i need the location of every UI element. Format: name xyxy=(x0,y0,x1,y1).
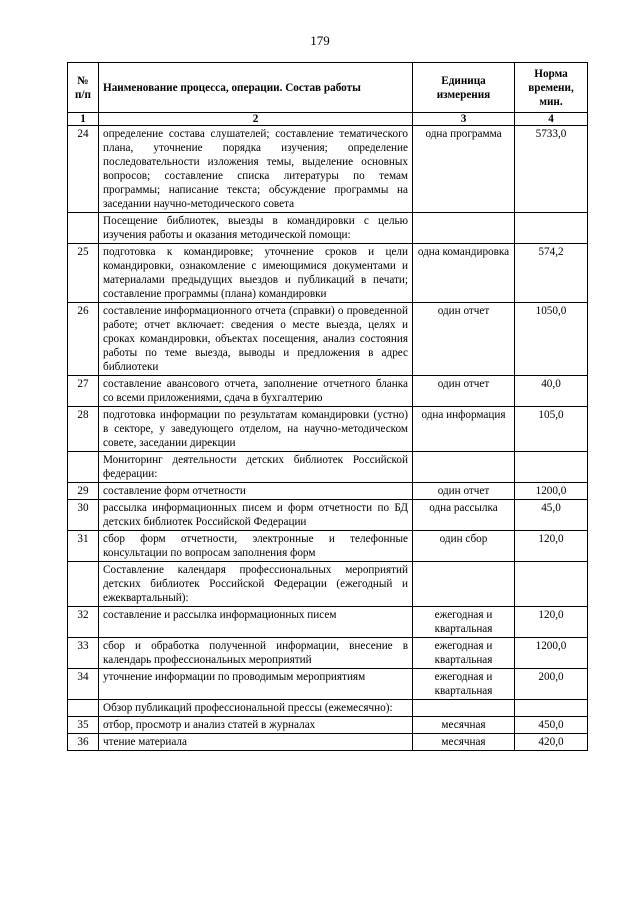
page-number: 179 xyxy=(310,33,330,48)
header-name: Наименование процесса, операции. Состав работы xyxy=(99,63,413,113)
table-row xyxy=(68,717,588,734)
table-body xyxy=(68,126,588,751)
row-number xyxy=(68,700,99,717)
row-number: 25 xyxy=(68,244,99,303)
row-unit: одна информация xyxy=(413,407,515,452)
row-norm: 1050,0 xyxy=(515,303,588,376)
row-description: определение состава слушателей; составление тематического плана, уточнение порядка изучения; определение последовательности изложения темы, выделение основных вопросов; составление списка литературы по темам программы; написание текста; обсуждение программы на заседании научно-методического совета xyxy=(99,126,413,213)
column-number: 1 xyxy=(68,113,99,126)
row-unit: ежегодная и квартальная xyxy=(413,638,515,669)
row-norm: 200,0 xyxy=(515,669,588,700)
row-unit: один отчет xyxy=(413,376,515,407)
row-number: 32 xyxy=(68,607,99,638)
row-norm xyxy=(515,452,588,483)
row-norm: 5733,0 xyxy=(515,126,588,213)
row-description: Посещение библиотек, выезды в командировки с целью изучения работы и оказания методической помощи: xyxy=(99,213,413,244)
row-number: 28 xyxy=(68,407,99,452)
row-number: 30 xyxy=(68,500,99,531)
row-description: Составление календаря профессиональных мероприятий детских библиотек Российской Федерации (ежегодный и ежеквартальный): xyxy=(99,562,413,607)
row-unit: месячная xyxy=(413,734,515,751)
header-row xyxy=(68,63,588,113)
row-number: 27 xyxy=(68,376,99,407)
row-description: чтение материала xyxy=(99,734,413,751)
row-unit: ежегодная и квартальная xyxy=(413,669,515,700)
row-description: Мониторинг деятельности детских библиотек Российской федерации: xyxy=(99,452,413,483)
row-unit: одна рассылка xyxy=(413,500,515,531)
row-number: 24 xyxy=(68,126,99,213)
row-description: подготовка информации по результатам командировки (устно) в секторе, у заведующего отделом, на научно-методическом совете, заседании дирекции xyxy=(99,407,413,452)
row-description: Обзор публикаций профессиональной прессы (ежемесячно): xyxy=(99,700,413,717)
row-unit: один отчет xyxy=(413,483,515,500)
table-row xyxy=(68,483,588,500)
table-row xyxy=(68,126,588,213)
table-row xyxy=(68,669,588,700)
row-unit xyxy=(413,213,515,244)
row-description: уточнение информации по проводимым мероприятиям xyxy=(99,669,413,700)
row-unit: месячная xyxy=(413,717,515,734)
row-unit: один отчет xyxy=(413,303,515,376)
column-number: 2 xyxy=(99,113,413,126)
table-row xyxy=(68,638,588,669)
table-row xyxy=(68,500,588,531)
row-number xyxy=(68,452,99,483)
row-norm xyxy=(515,213,588,244)
row-norm xyxy=(515,700,588,717)
row-description: подготовка к командировке; уточнение сроков и цели командировки, ознакомление с имеющимися документами и материалами предыдущих выездов и публикаций в печати; составление программы (плана) командировки xyxy=(99,244,413,303)
row-norm: 40,0 xyxy=(515,376,588,407)
row-norm: 450,0 xyxy=(515,717,588,734)
row-norm: 574,2 xyxy=(515,244,588,303)
row-norm: 120,0 xyxy=(515,531,588,562)
row-norm: 1200,0 xyxy=(515,483,588,500)
header-norm: Норма времени, мин. xyxy=(515,63,588,113)
row-unit xyxy=(413,700,515,717)
table-row xyxy=(68,452,588,483)
row-unit xyxy=(413,452,515,483)
row-description: составление и рассылка информационных писем xyxy=(99,607,413,638)
row-unit: один сбор xyxy=(413,531,515,562)
row-description: рассылка информационных писем и форм отчетности по БД детских библиотек Российской Федерации xyxy=(99,500,413,531)
row-unit xyxy=(413,562,515,607)
row-number: 33 xyxy=(68,638,99,669)
row-number: 36 xyxy=(68,734,99,751)
row-unit: одна командировка xyxy=(413,244,515,303)
row-description: составление информационного отчета (справки) о проведенной работе; отчет включает: сведения о месте выезда, целях и сроках командировки, объектах посещения, анализ состояния работы по теме выезда, выводы и предложения в адрес библиотеки xyxy=(99,303,413,376)
row-description: составление форм отчетности xyxy=(99,483,413,500)
row-norm: 420,0 xyxy=(515,734,588,751)
row-description: составление авансового отчета, заполнение отчетного бланка со всеми приложениями, сдача в бухгалтерию xyxy=(99,376,413,407)
table-row xyxy=(68,734,588,751)
row-norm: 45,0 xyxy=(515,500,588,531)
row-description: сбор и обработка полученной информации, внесение в календарь профессиональных мероприятий xyxy=(99,638,413,669)
table-row xyxy=(68,531,588,562)
column-number: 3 xyxy=(413,113,515,126)
row-number: 29 xyxy=(68,483,99,500)
row-number: 35 xyxy=(68,717,99,734)
row-norm xyxy=(515,562,588,607)
row-number: 34 xyxy=(68,669,99,700)
row-norm: 105,0 xyxy=(515,407,588,452)
row-number: 31 xyxy=(68,531,99,562)
table-row xyxy=(68,376,588,407)
row-norm: 120,0 xyxy=(515,607,588,638)
header-num: № п/п xyxy=(68,63,99,113)
row-unit: одна программа xyxy=(413,126,515,213)
row-number xyxy=(68,562,99,607)
table-row xyxy=(68,407,588,452)
table-row xyxy=(68,700,588,717)
row-norm: 1200,0 xyxy=(515,638,588,669)
row-number: 26 xyxy=(68,303,99,376)
row-unit: ежегодная и квартальная xyxy=(413,607,515,638)
column-number: 4 xyxy=(515,113,588,126)
column-number-row xyxy=(68,113,588,126)
table-row xyxy=(68,607,588,638)
row-description: сбор форм отчетности, электронные и телефонные консультации по вопросам заполнения форм xyxy=(99,531,413,562)
table-row xyxy=(68,562,588,607)
row-description: отбор, просмотр и анализ статей в журналах xyxy=(99,717,413,734)
row-number xyxy=(68,213,99,244)
table-row xyxy=(68,244,588,303)
table-row xyxy=(68,213,588,244)
table-row xyxy=(68,303,588,376)
norms-table xyxy=(67,62,588,751)
header-unit: Единица измерения xyxy=(413,63,515,113)
